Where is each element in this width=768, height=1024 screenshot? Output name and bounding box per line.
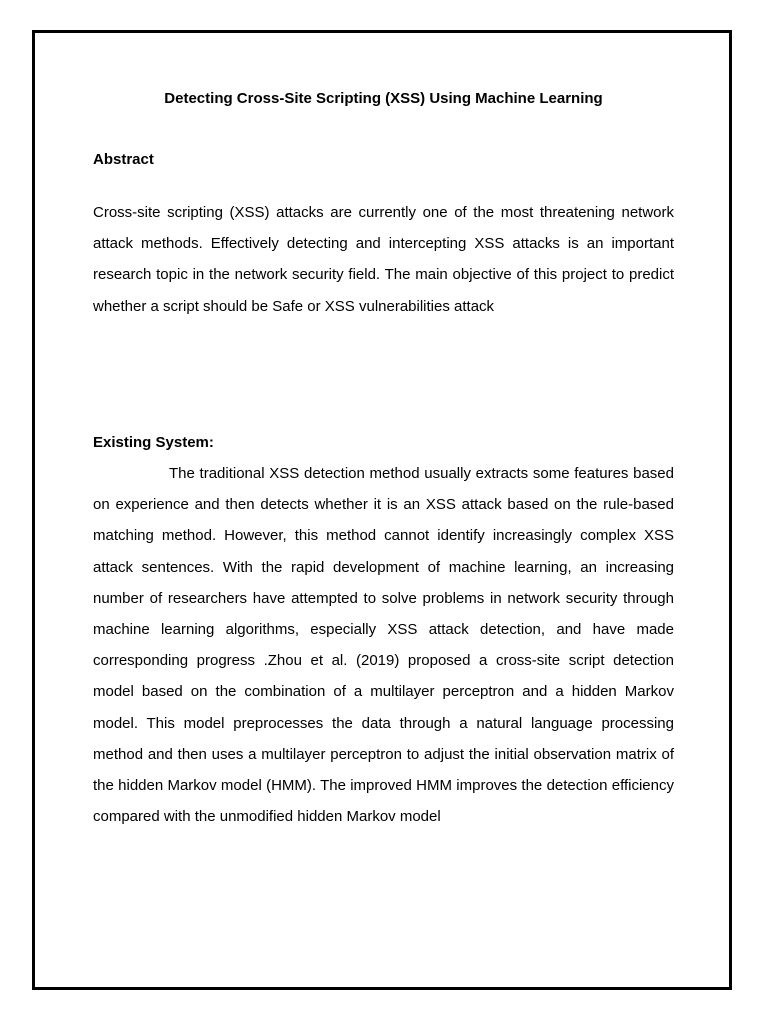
abstract-paragraph: Cross-site scripting (XSS) attacks are currently one of the most threatening network attack methods. Effectively detecting and intercepting XSS attacks is an important research topic in the network security field. The main objective of this project to predict whether a script should be Safe or XSS vulnerabilities attack: [93, 204, 674, 315]
existing-system-paragraph: The traditional XSS detection method usually extracts some features based on experience and then detects whether it is an XSS attack based on the rule-based matching method. However, this method cannot identify increasingly complex XSS attack sentences. With the rapid development of machine learning, an increasing number of researchers have attempted to solve problems in network security through machine learning algorithms, especially XSS attack detection, and have made corresponding progress .Zhou et al. (2019) proposed a cross-site script detection model based on the combination of a multilayer perceptron and a hidden Markov model. This model preprocesses the data through a natural language processing method and then uses a multilayer perceptron to adjust the initial observation matrix of the hidden Markov model (HMM). The improved HMM improves the detection efficiency compared with the unmodified hidden Markov model: [93, 465, 674, 826]
document-title: Detecting Cross-Site Scripting (XSS) Using Machine Learning: [164, 90, 603, 107]
existing-system-heading: Existing System:: [93, 434, 214, 451]
abstract-heading: Abstract: [93, 151, 154, 168]
